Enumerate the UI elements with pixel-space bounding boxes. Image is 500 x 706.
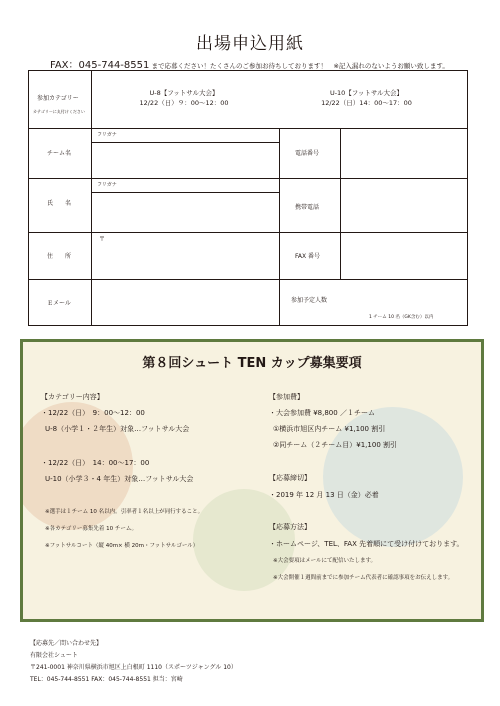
method-note-1: ※大会要項はメールにて配信いたします。 [273,558,377,564]
category-option-u8[interactable] [99,88,269,108]
category-option-u10[interactable] [274,88,459,108]
page-title: 出場申込用紙 [196,34,304,54]
team-name-field[interactable] [92,143,278,177]
address-label: 住 所 [47,253,72,260]
u10-description: U-10（小学３・4 年生）対象…フットサル大会 [45,475,194,483]
category-note: カテゴリーに丸付けください [33,109,85,114]
note-teams: ※各カテゴリー募集先着 10 チーム。 [45,526,138,532]
company-name: 有限会社シュート [30,652,78,659]
planned-count-label: 参加予定人数 [291,297,328,304]
email-label: Ｅメール [47,300,71,307]
fax-instruction [50,56,449,71]
deadline: ・2019 年 12 月 13 日（金）必着 [269,491,379,499]
name-furigana-label: フリガナ [97,182,117,188]
fee-discount-2: ②同チーム（２チーム目）¥1,100 割引 [273,441,397,449]
guidelines-box [20,339,484,622]
guidelines-title: 第８回シュート TEN カップ募集要項 [142,356,362,371]
name-label: 氏 名 [47,200,72,207]
category-u10-name: U-10【フットサル大会】 [329,89,404,97]
team-furigana-label: フリガナ [97,132,117,138]
method-note-2: ※大会開催１週間前までに参加チーム代表者に確認事項をお伝えします。 [273,575,454,581]
category-label: 参加カテゴリー [37,95,79,102]
fax-label: FAX 番号 [295,253,321,260]
mobile-label: 携帯電話 [295,204,320,211]
fee-heading: 【参加費】 [269,393,304,401]
contact-heading: 【応募先／問い合わせ先】 [30,640,103,647]
planned-count-note: 1 チーム 10 名（GK含む）以内 [369,315,434,320]
phone-field[interactable] [341,129,466,177]
fax-message: まで応募ください！たくさんのご参加お待ちしております！ ※記入漏れのないようお願い致します。 [151,62,449,70]
note-players: ※選手は１チーム 10 名以内。引率者１名以上が同行すること。 [45,509,204,515]
mobile-field[interactable] [341,179,466,231]
deadline-heading: 【応募締切】 [269,474,311,482]
category-u8-time: 12/22（日）９：00〜12：00 [139,99,229,107]
fax-field[interactable] [341,233,466,278]
application-form [28,70,468,326]
fee-discount-1: ①横浜市旭区内チーム ¥1,100 割引 [273,425,386,433]
method-heading: 【応募方法】 [269,523,311,531]
team-name-label: チーム名 [47,150,72,157]
u10-date: ・12/22（日） 14：00〜17：00 [41,459,150,467]
category-heading: 【カテゴリー内容】 [41,393,104,401]
u8-date: ・12/22（日） 9：00〜12：00 [41,409,145,417]
category-u10-time: 12/22（日）14：00〜17：00 [321,99,412,107]
note-court: ※フットサルコート（縦 40m× 横 20m・フットサルゴール） [45,543,199,549]
postal-mark: 〒 [99,236,106,243]
company-address: 〒241-0001 神奈川県横浜市旭区上白根町 1110（スポーツジャングル 10） [30,664,237,671]
planned-count-field[interactable] [280,280,466,312]
phone-label: 電話番号 [295,150,320,157]
address-field[interactable] [92,233,278,278]
email-field[interactable] [92,280,278,324]
category-u8-name: U-8【フットサル大会】 [149,89,219,97]
method: ・ホームページ、TEL、FAX 先着順にて受け付けております。 [269,540,464,548]
u8-description: U-8（小学１・２年生）対象…フットサル大会 [45,425,190,433]
fax-number: FAX：045-744-8551 [50,60,150,71]
fee-line: ・大会参加費 ¥8,800 ／１チーム [269,409,375,417]
name-field[interactable] [92,193,278,231]
contact-info: TEL：045-744-8551 FAX：045-744-8551 担当：宮崎 [30,676,183,683]
